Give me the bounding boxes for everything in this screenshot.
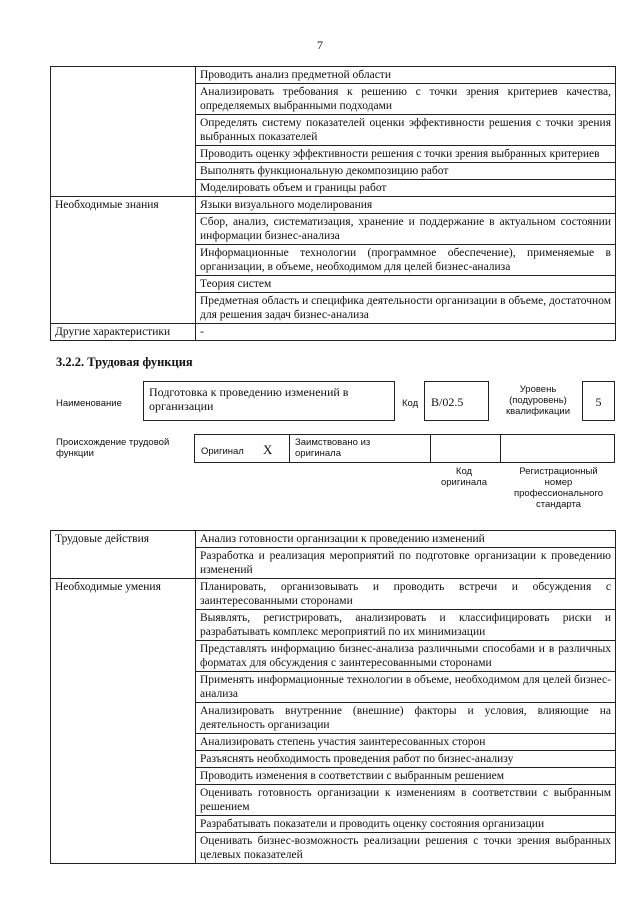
section-title: 3.2.2. Трудовая функция	[56, 355, 193, 369]
row-label	[51, 785, 196, 816]
table-row	[51, 610, 616, 641]
row-label-skills: Необходимые умения	[51, 579, 196, 610]
row-text: Определять систему показателей оценки эффективности решения с точки зрения выбранных показателей	[196, 115, 616, 146]
table-row	[51, 548, 616, 579]
row-label	[51, 67, 196, 84]
row-label	[51, 751, 196, 768]
table-row	[51, 751, 616, 768]
table-row	[51, 531, 616, 548]
row-text: Анализировать степень участия заинтересованных сторон	[196, 734, 616, 751]
row-text: Оценивать готовность организации к изменениям в соответствии с выбранным решением	[196, 785, 616, 816]
row-text: Информационные технологии (программное обеспечение), применяемые в организации, в объеме, необходимом для целей бизнес-анализа	[196, 245, 616, 276]
page-number: 7	[317, 38, 323, 52]
table-row	[51, 785, 616, 816]
table-row	[51, 163, 616, 180]
table-row	[51, 197, 616, 214]
reg-number-cell	[500, 434, 615, 463]
row-label	[51, 293, 196, 324]
row-text: Анализировать требования к решению с точки зрения критериев качества, определяемых выбранными подходами	[196, 84, 616, 115]
function-name-value: Подготовка к проведению изменений в организации	[149, 385, 349, 413]
row-text: Выявлять, регистрировать, анализировать и классифицировать риски и разрабатывать комплекс мероприятий по их минимизации	[196, 610, 616, 641]
level-label: Уровень (подуровень) квалификации	[505, 384, 571, 417]
table-row	[51, 84, 616, 115]
table-row	[51, 734, 616, 751]
name-label: Наименование	[56, 398, 122, 409]
table-row	[51, 214, 616, 245]
row-text: Теория систем	[196, 276, 616, 293]
table-row	[51, 146, 616, 163]
original-label: Оригинал	[201, 446, 244, 457]
competencies-table-2	[50, 530, 616, 864]
row-label	[51, 163, 196, 180]
competencies-table-1	[50, 66, 616, 341]
table-row	[51, 816, 616, 833]
row-text: Проводить анализ предметной области	[196, 67, 616, 84]
level-box	[582, 381, 615, 421]
code-of-original-label: Код оригинала	[440, 466, 487, 488]
row-label	[51, 214, 196, 245]
code-value: B/02.5	[431, 395, 464, 409]
row-label	[51, 768, 196, 785]
row-text: Анализировать внутренние (внешние) факторы и условия, влияющие на деятельность организации	[196, 703, 616, 734]
row-label	[51, 276, 196, 293]
table-row	[51, 768, 616, 785]
row-text: -	[196, 324, 616, 341]
row-text: Применять информационные технологии в объеме, необходимом для целей бизнес-анализа	[196, 672, 616, 703]
row-label-actions: Трудовые действия	[51, 531, 196, 548]
table-row	[51, 276, 616, 293]
row-label-knowledge: Необходимые знания	[51, 197, 196, 214]
row-label	[51, 245, 196, 276]
table-row	[51, 833, 616, 864]
row-label	[51, 816, 196, 833]
row-text: Оценивать бизнес-возможность реализации решения с точки зрения выбранных целевых показателей	[196, 833, 616, 864]
borrowed-label: Заимствовано из оригинала	[295, 437, 371, 459]
row-text: Моделировать объем и границы работ	[196, 180, 616, 197]
row-label	[51, 115, 196, 146]
row-label	[51, 703, 196, 734]
row-text: Предметная область и специфика деятельности организации в объеме, достаточном для решения задач бизнес-анализа	[196, 293, 616, 324]
row-label	[51, 548, 196, 579]
table-row	[51, 293, 616, 324]
row-label	[51, 146, 196, 163]
row-label	[51, 734, 196, 751]
row-text: Сбор, анализ, систематизация, хранение и поддержание в актуальном состоянии информации бизнес-анализа	[196, 214, 616, 245]
table-row	[51, 245, 616, 276]
code-of-original-cell	[430, 434, 501, 463]
row-label-other: Другие характеристики	[51, 324, 196, 341]
row-label	[51, 641, 196, 672]
level-value: 5	[595, 395, 602, 409]
row-text: Выполнять функциональную декомпозицию работ	[196, 163, 616, 180]
origin-label: Происхождение трудовой функции	[56, 437, 170, 459]
table-row	[51, 703, 616, 734]
row-text: Разъяснять необходимость проведения работ по бизнес-анализу	[196, 751, 616, 768]
table-row	[51, 641, 616, 672]
row-label	[51, 610, 196, 641]
table-row	[51, 324, 616, 341]
row-label	[51, 672, 196, 703]
table-row	[51, 579, 616, 610]
function-name-box	[143, 381, 395, 421]
row-text: Проводить оценку эффективности решения с точки зрения выбранных критериев	[196, 146, 616, 163]
row-label	[51, 84, 196, 115]
row-label	[51, 180, 196, 197]
table-row	[51, 67, 616, 84]
original-cell	[194, 434, 290, 463]
row-text: Языки визуального моделирования	[196, 197, 616, 214]
original-mark: X	[263, 442, 273, 457]
row-text: Разработка и реализация мероприятий по подготовке организации к проведению изменений	[196, 548, 616, 579]
code-label: Код	[402, 398, 419, 409]
table-row	[51, 180, 616, 197]
row-text: Проводить изменения в соответствии с выбранным решением	[196, 768, 616, 785]
row-text: Планировать, организовывать и проводить встречи и обсуждения с заинтересованными сторонами	[196, 579, 616, 610]
row-label	[51, 833, 196, 864]
row-text: Представлять информацию бизнес-анализа различными способами и в различных форматах для обсуждения с заинтересованными сторонами	[196, 641, 616, 672]
code-box	[424, 381, 489, 421]
row-text: Анализ готовности организации к проведению изменений	[196, 531, 616, 548]
reg-number-label: Регистрационный номер профессионального стандарта	[514, 466, 603, 510]
table-row	[51, 115, 616, 146]
row-text: Разрабатывать показатели и проводить оценку состояния организации	[196, 816, 616, 833]
borrowed-cell	[289, 434, 431, 463]
table-row	[51, 672, 616, 703]
